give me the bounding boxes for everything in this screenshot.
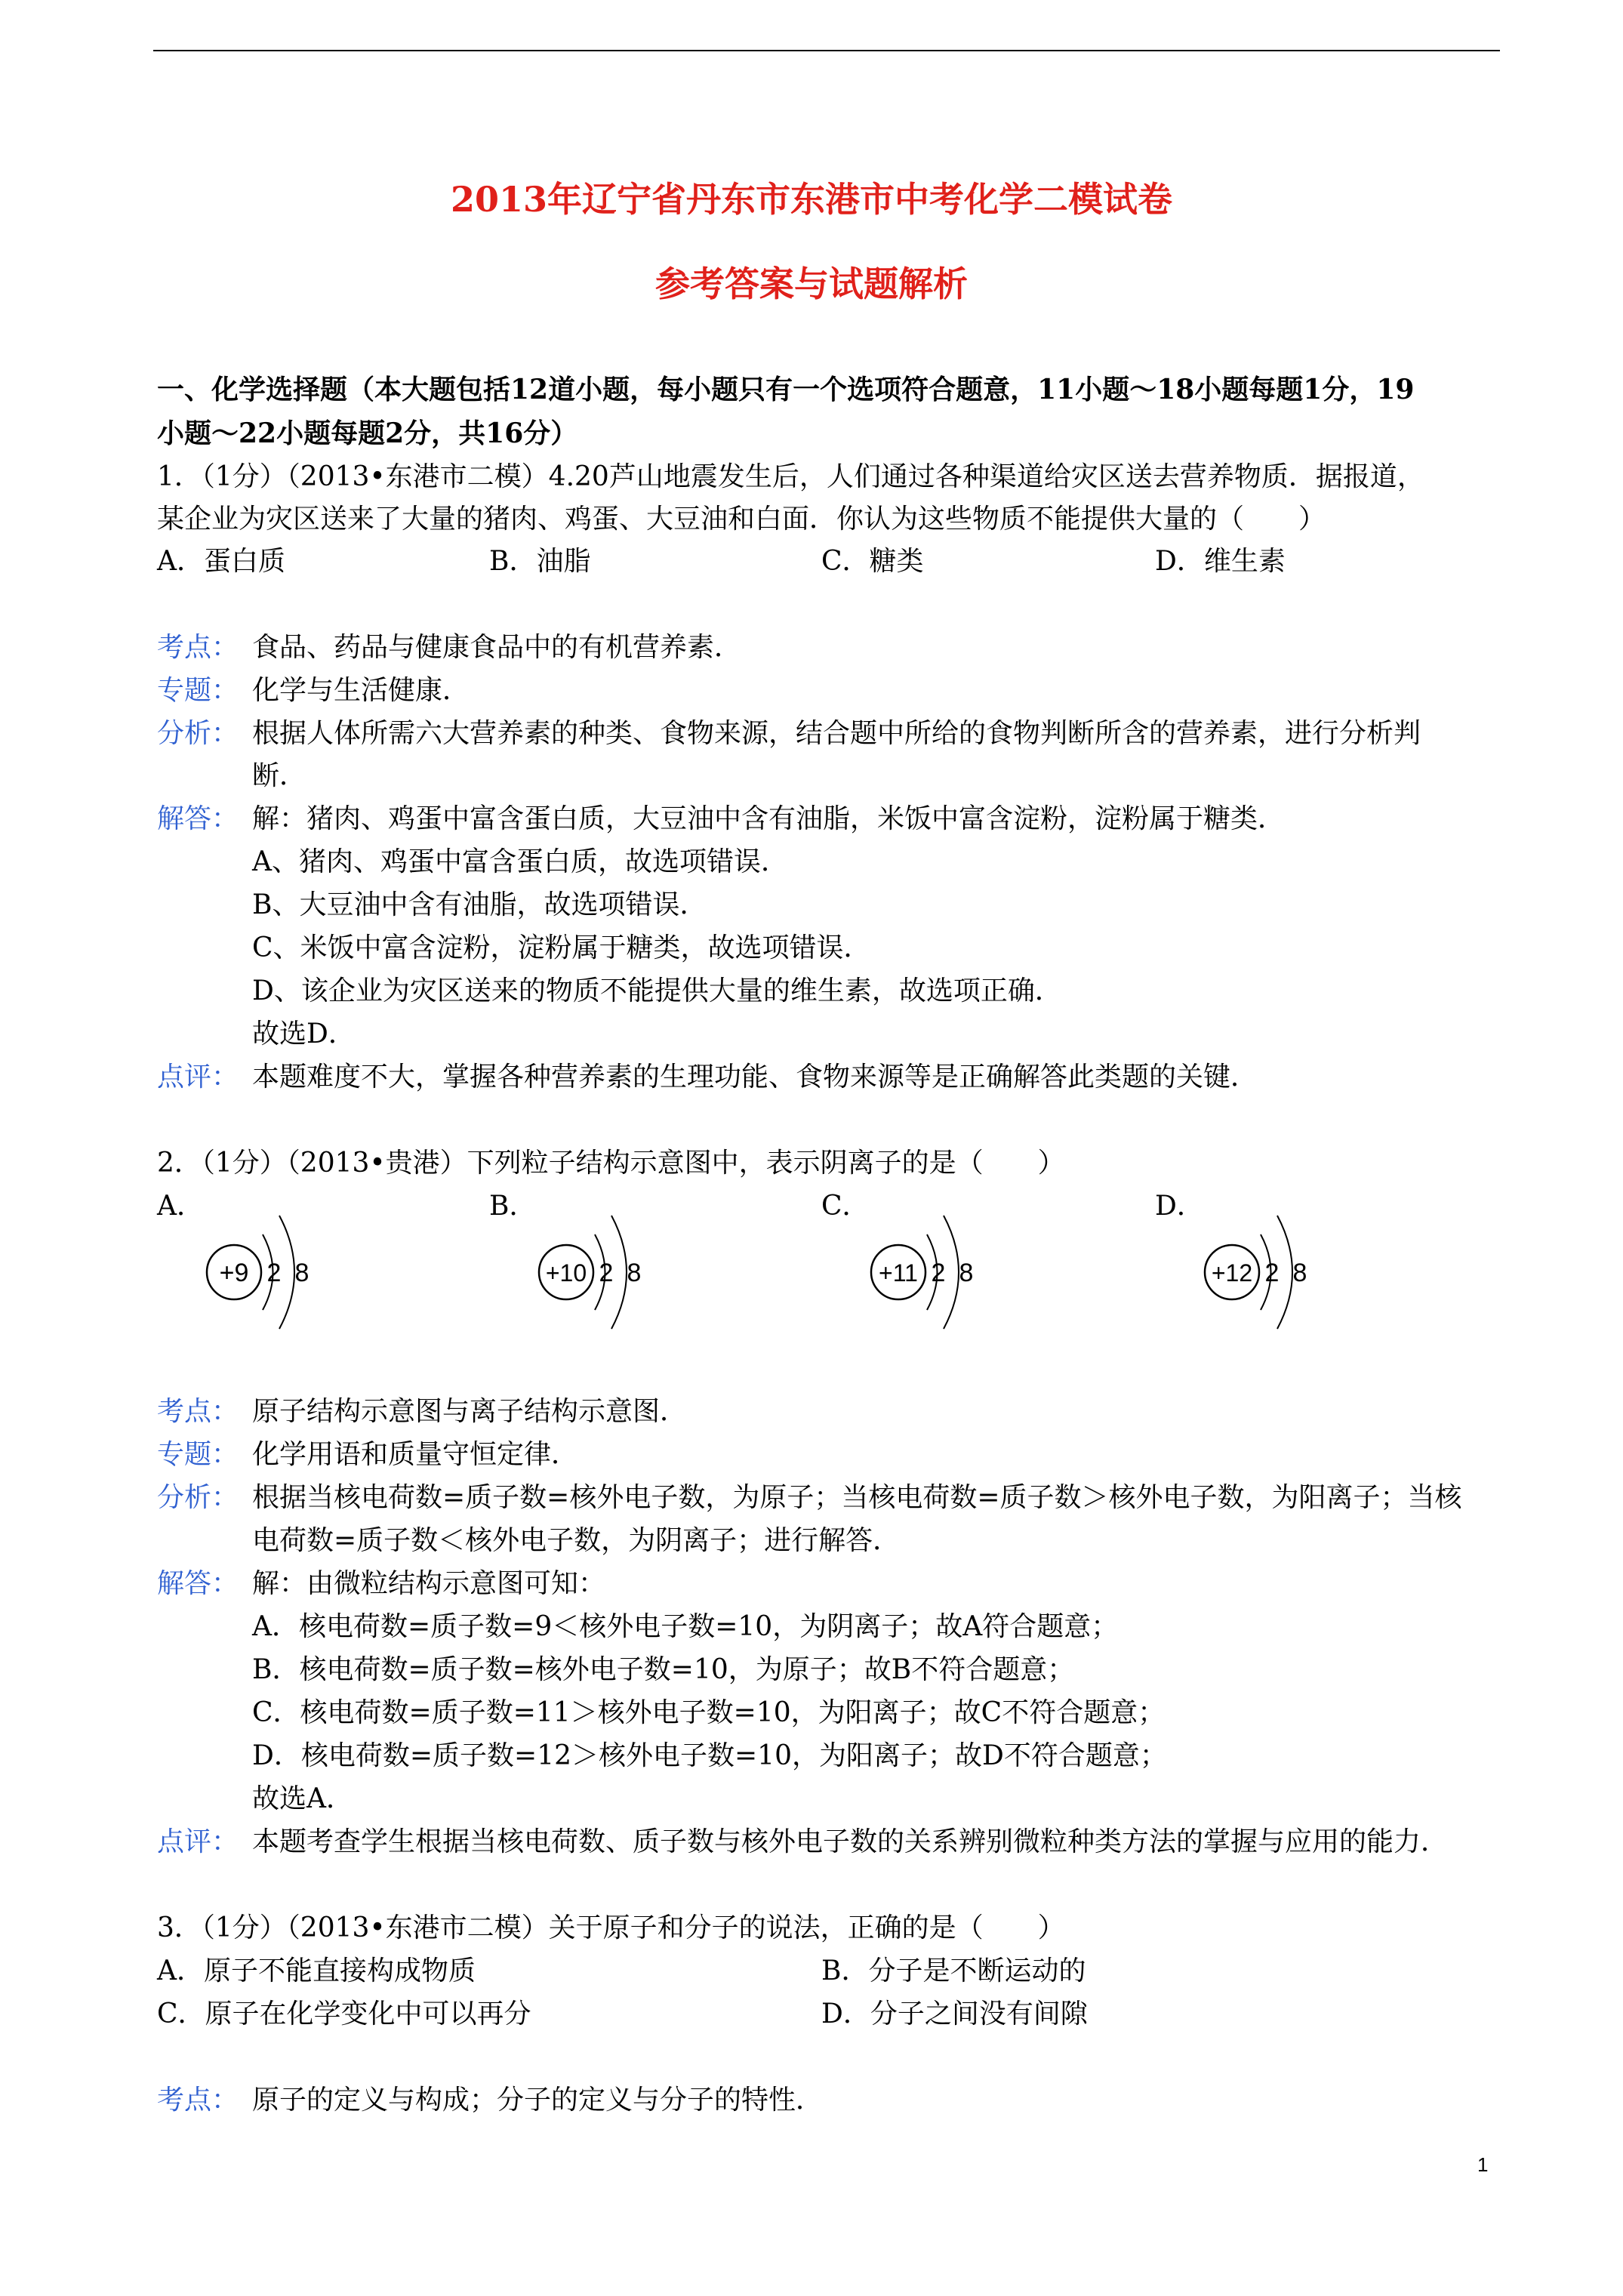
kaodian-label: 考点： <box>157 1396 239 1427</box>
q2-stem: 2．（1分）（2013•贵港）下列粒子结构示意图中，表示阴离子的是（ ） <box>157 1148 1065 1179</box>
q3-option-d: D．分子之间没有间隙 <box>821 1999 1088 2029</box>
outer-shell-arc <box>279 1216 294 1329</box>
shell1-electrons: 2 <box>266 1259 282 1287</box>
q2-option-a-label: A． <box>157 1191 204 1222</box>
q1-jieda-line4: C、米饭中富含淀粉，淀粉属于糖类，故选项错误． <box>252 932 871 963</box>
kaodian-label: 考点： <box>157 2085 239 2116</box>
q2-option-c-label: C． <box>821 1191 870 1222</box>
q2-jieda <box>157 1566 605 1602</box>
q2-option-b-label: B． <box>489 1191 537 1222</box>
jieda-label: 解答： <box>157 803 239 834</box>
q1-stem-line2: 某企业为灾区送来了大量的猪肉、鸡蛋、大豆油和白面．你认为这些物质不能提供大量的（ ） <box>157 504 1326 535</box>
page-subtitle: 参考答案与试题解析 <box>655 264 968 304</box>
shell1-electrons: 2 <box>931 1259 946 1287</box>
q2-zhuanti <box>157 1437 578 1473</box>
outer-shell-arc <box>944 1216 959 1329</box>
fenxi-label: 分析： <box>157 1482 239 1513</box>
q2-kaodian-text: 原子结构示意图与离子结构示意图． <box>252 1396 688 1427</box>
shell2-electrons: 8 <box>959 1259 974 1287</box>
q1-zhuanti-text: 化学与生活健康． <box>252 675 470 706</box>
q2-jieda-line3: B．核电荷数=质子数=核外电子数=10，为原子；故B不符合题意； <box>252 1654 1075 1685</box>
q1-fenxi-text-line1: 根据人体所需六大营养素的种类、食物来源，结合题中所给的食物判断所含的营养素，进行分析判 <box>252 718 1421 749</box>
q2-jieda-line5: D．核电荷数=质子数=12＞核外电子数=10，为阳离子；故D不符合题意； <box>252 1740 1167 1771</box>
q2-kaodian <box>157 1394 687 1430</box>
q2-jieda-line6: 故选A． <box>252 1783 353 1814</box>
q3-option-c: C．原子在化学变化中可以再分 <box>157 1999 531 2029</box>
q1-jieda-line2: A、猪肉、鸡蛋中富含蛋白质，故选项错误． <box>252 846 788 877</box>
kaodian-label: 考点： <box>157 632 239 663</box>
q2-fenxi <box>157 1480 1462 1516</box>
page-number: 1 <box>1477 2153 1489 2176</box>
zhuanti-label: 专题： <box>157 1439 239 1470</box>
q3-stem: 3．（1分）（2013•东港市二模）关于原子和分子的说法，正确的是（ ） <box>157 1912 1065 1943</box>
q3-option-b: B．分子是不断运动的 <box>821 1955 1086 1986</box>
q2-jieda-line4: C．核电荷数=质子数=11＞核外电子数=10，为阳离子；故C不符合题意； <box>252 1697 1166 1728</box>
q2-jieda-line2: A．核电荷数=质子数=9＜核外电子数=10，为阴离子；故A符合题意； <box>252 1611 1119 1642</box>
section-heading-line1: 一、化学选择题（本大题包括12道小题，每小题只有一个选项符合题意，11小题～18小题每题1分，19 <box>157 374 1415 405</box>
q2-option-d-label: D． <box>1155 1191 1204 1222</box>
q1-jieda <box>157 801 1285 837</box>
q3-kaodian <box>157 2082 823 2119</box>
q2-dianping <box>157 1824 1448 1860</box>
nucleus-charge: +9 <box>219 1259 249 1287</box>
q1-jieda-line3: B、大豆油中含有油脂，故选项错误． <box>252 889 707 920</box>
q1-fenxi-text-line2: 断． <box>252 760 307 791</box>
q3-kaodian-text: 原子的定义与构成；分子的定义与分子的特性． <box>252 2085 824 2116</box>
q1-fenxi <box>157 716 1421 752</box>
dianping-label: 点评： <box>157 1062 239 1093</box>
q1-option-c: C．糖类 <box>821 546 924 577</box>
q2-zhuanti-text: 化学用语和质量守恒定律． <box>252 1439 579 1470</box>
outer-shell-arc <box>611 1216 627 1329</box>
section-heading-line2: 小题～22小题每题2分，共16分） <box>157 418 578 449</box>
q1-kaodian <box>157 630 741 666</box>
q2-fenxi-text-line1: 根据当核电荷数=质子数=核外电子数，为原子；当核电荷数=质子数＞核外电子数，为阳离子；当核 <box>252 1482 1462 1513</box>
page-title: 2013年辽宁省丹东市东港市中考化学二模试卷 <box>450 179 1173 220</box>
q1-dianping <box>157 1059 1258 1096</box>
atom-diagram-c <box>861 1200 1012 1344</box>
q2-dianping-text: 本题考查学生根据当核电荷数、质子数与核外电子数的关系辨别微粒种类方法的掌握与应用的能力． <box>252 1826 1449 1857</box>
atom-diagram-a <box>196 1200 347 1344</box>
shell1-electrons: 2 <box>1264 1259 1280 1287</box>
nucleus-charge: +10 <box>545 1259 587 1287</box>
shell2-electrons: 8 <box>294 1259 310 1287</box>
dianping-label: 点评： <box>157 1826 239 1857</box>
header-rule <box>153 50 1500 51</box>
q1-jieda-line1: 解：猪肉、鸡蛋中富含蛋白质，大豆油中含有油脂，米饭中富含淀粉，淀粉属于糖类． <box>252 803 1286 834</box>
q1-option-b: B．油脂 <box>489 546 591 577</box>
q1-stem-line1: 1．（1分）（2013•东港市二模）4.20芦山地震发生后，人们通过各种渠道给灾区送去营养物质．据报道， <box>157 461 1424 492</box>
q1-option-a: A．蛋白质 <box>157 546 285 577</box>
nucleus-charge: +12 <box>1211 1259 1253 1287</box>
q2-jieda-line1: 解：由微粒结构示意图可知： <box>252 1568 606 1599</box>
q3-option-a: A．原子不能直接构成物质 <box>157 1955 476 1986</box>
zhuanti-label: 专题： <box>157 675 239 706</box>
shell1-electrons: 2 <box>599 1259 614 1287</box>
q1-jieda-line6: 故选D． <box>252 1019 356 1049</box>
shell2-electrons: 8 <box>1292 1259 1307 1287</box>
q1-dianping-text: 本题难度不大，掌握各种营养素的生理功能、食物来源等是正确解答此类题的关键． <box>252 1062 1258 1093</box>
jieda-label: 解答： <box>157 1568 239 1599</box>
nucleus-charge: +11 <box>879 1259 918 1287</box>
q1-option-d: D．维生素 <box>1155 546 1286 577</box>
outer-shell-arc <box>1277 1216 1292 1329</box>
q1-zhuanti <box>157 673 470 709</box>
fenxi-label: 分析： <box>157 718 239 749</box>
atom-diagram-b <box>528 1200 679 1344</box>
q1-jieda-line5: D、该企业为灾区送来的物质不能提供大量的维生素，故选项正确． <box>252 975 1062 1006</box>
q1-kaodian-text: 食品、药品与健康食品中的有机营养素． <box>252 632 742 663</box>
q2-fenxi-text-line2: 电荷数=质子数＜核外电子数，为阴离子；进行解答． <box>252 1525 901 1556</box>
shell2-electrons: 8 <box>627 1259 642 1287</box>
atom-diagram-d <box>1194 1200 1345 1344</box>
